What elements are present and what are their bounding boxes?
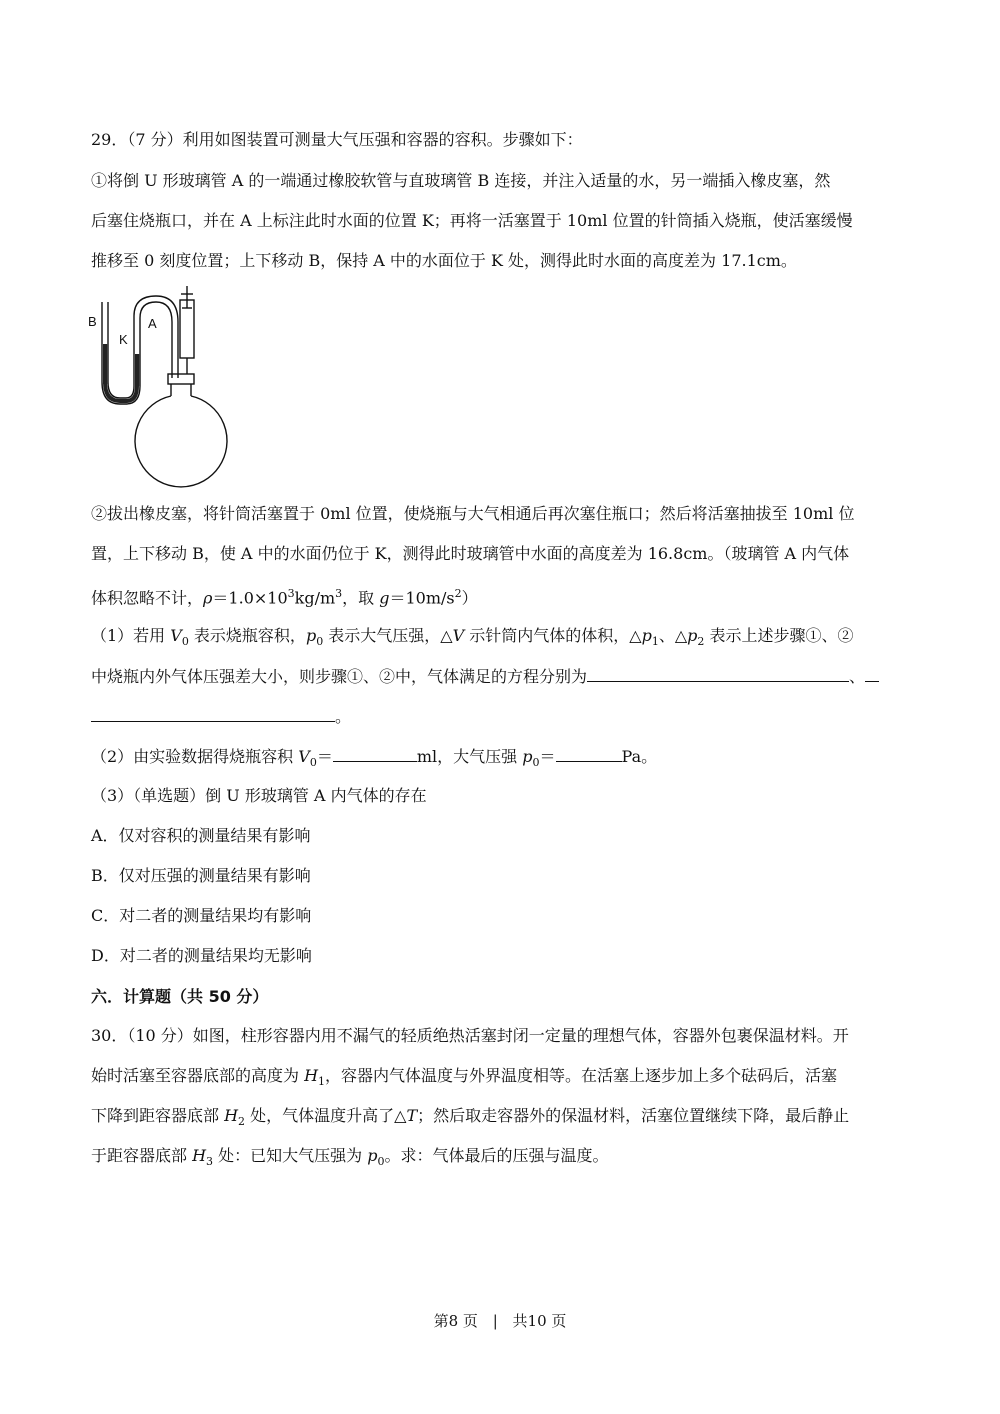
q29-header: 29．（7 分）利用如图装置可测量大气压强和容器的容积。步骤如下： — [91, 130, 583, 149]
option-c[interactable]: C．对二者的测量结果均有影响 — [91, 906, 312, 925]
page-footer — [0, 1310, 1000, 1331]
q29-step1-line1: ①将倒 U 形玻璃管 A 的一端通过橡胶软管与直玻璃管 B 连接，并注入适量的水，另一端插入橡皮塞，然 — [91, 171, 831, 190]
q29-part1-line3: 。 — [91, 705, 351, 728]
answer-blank-eq2[interactable] — [91, 705, 335, 722]
answer-blank-eq1[interactable] — [587, 665, 849, 682]
label-a: A — [148, 316, 157, 331]
q29-part1-line1: （1）若用 $V_0$ 表示烧瓶容积，$p_0$ 表示大气压强，△V 示针筒内气体的体积，$\triangle p_1$、$\triangle p_2$ 表示上述步骤①、② — [91, 626, 854, 649]
label-k: K — [119, 332, 128, 347]
page-total: 共10 页 — [512, 1312, 567, 1330]
rubber-hose-inner — [108, 382, 134, 398]
answer-blank-volume[interactable] — [333, 745, 417, 762]
option-a[interactable]: A．仅对容积的测量结果有影响 — [91, 826, 311, 845]
label-b: B — [88, 314, 97, 329]
q29-part3: （3）（单选题）倒 U 形玻璃管 A 内气体的存在 — [91, 786, 427, 805]
water-tube-a — [135, 354, 139, 386]
q30-line2: 始时活塞至容器底部的高度为 $H_1$，容器内气体温度与外界温度相等。在活塞上逐步加上多个砝码后，活塞 — [91, 1066, 838, 1089]
flask-body — [135, 396, 227, 487]
q30-line3: 下降到距容器底部 $H_2$ 处，气体温度升高了△T；然后取走容器外的保温材料，活塞位置继续下降，最后静止 — [91, 1106, 850, 1129]
water-tube-b — [103, 344, 107, 384]
section-six-heading: 六．计算题（共 50 分） — [91, 987, 269, 1006]
q30-line4: 于距容器底部 $H_3$ 处：已知大气压强为 $p_0$。求：气体最后的压强与温度。 — [91, 1146, 609, 1169]
q29-step2-line1: ②拔出橡皮塞，将针筒活塞置于 0ml 位置，使烧瓶与大气相通后再次塞住瓶口；然后将活塞抽拔至 10ml 位 — [91, 504, 855, 523]
syringe-barrel — [180, 300, 194, 358]
q29-step2-line3: 体积忽略不计，$\rho=1.0\times 10^3kg/m^3$，取 $g=10m/s^2$） — [91, 587, 478, 608]
answer-blank-eq2-start[interactable] — [865, 665, 879, 682]
answer-blank-pressure[interactable] — [556, 745, 622, 762]
q29-part2: （2）由实验数据得烧瓶容积 $V_0=$ ml，大气压强 $p_0= Pa$。 — [91, 747, 658, 770]
q29-part1-line2: 中烧瓶内外气体压强差大小，则步骤①、②中，气体满足的方程分别为 、 — [91, 665, 879, 688]
q29-step1-line3: 推移至 0 刻度位置；上下移动 B，保持 A 中的水面位于 K 处，测得此时水面的高度差为 17.1cm。 — [91, 251, 797, 270]
page-number: 第8 页 — [433, 1312, 478, 1330]
q29-step2-line2: 置，上下移动 B，使 A 中的水面仍位于 K，测得此时玻璃管中水面的高度差为 16.8cm。（玻璃管 A 内气体 — [91, 544, 850, 563]
option-d[interactable]: D．对二者的测量结果均无影响 — [91, 946, 312, 965]
footer-separator: | — [492, 1312, 498, 1330]
q30-line1: 30．（10 分）如图，柱形容器内用不漏气的轻质绝热活塞封闭一定量的理想气体，容器外包裹保温材料。开 — [91, 1026, 849, 1045]
apparatus-figure — [84, 282, 234, 488]
option-b[interactable]: B．仅对压强的测量结果有影响 — [91, 866, 311, 885]
q29-step1-line2: 后塞住烧瓶口，并在 A 上标注此时水面的位置 K；再将一活塞置于 10ml 位置的针筒插入烧瓶，使活塞缓慢 — [91, 211, 853, 230]
